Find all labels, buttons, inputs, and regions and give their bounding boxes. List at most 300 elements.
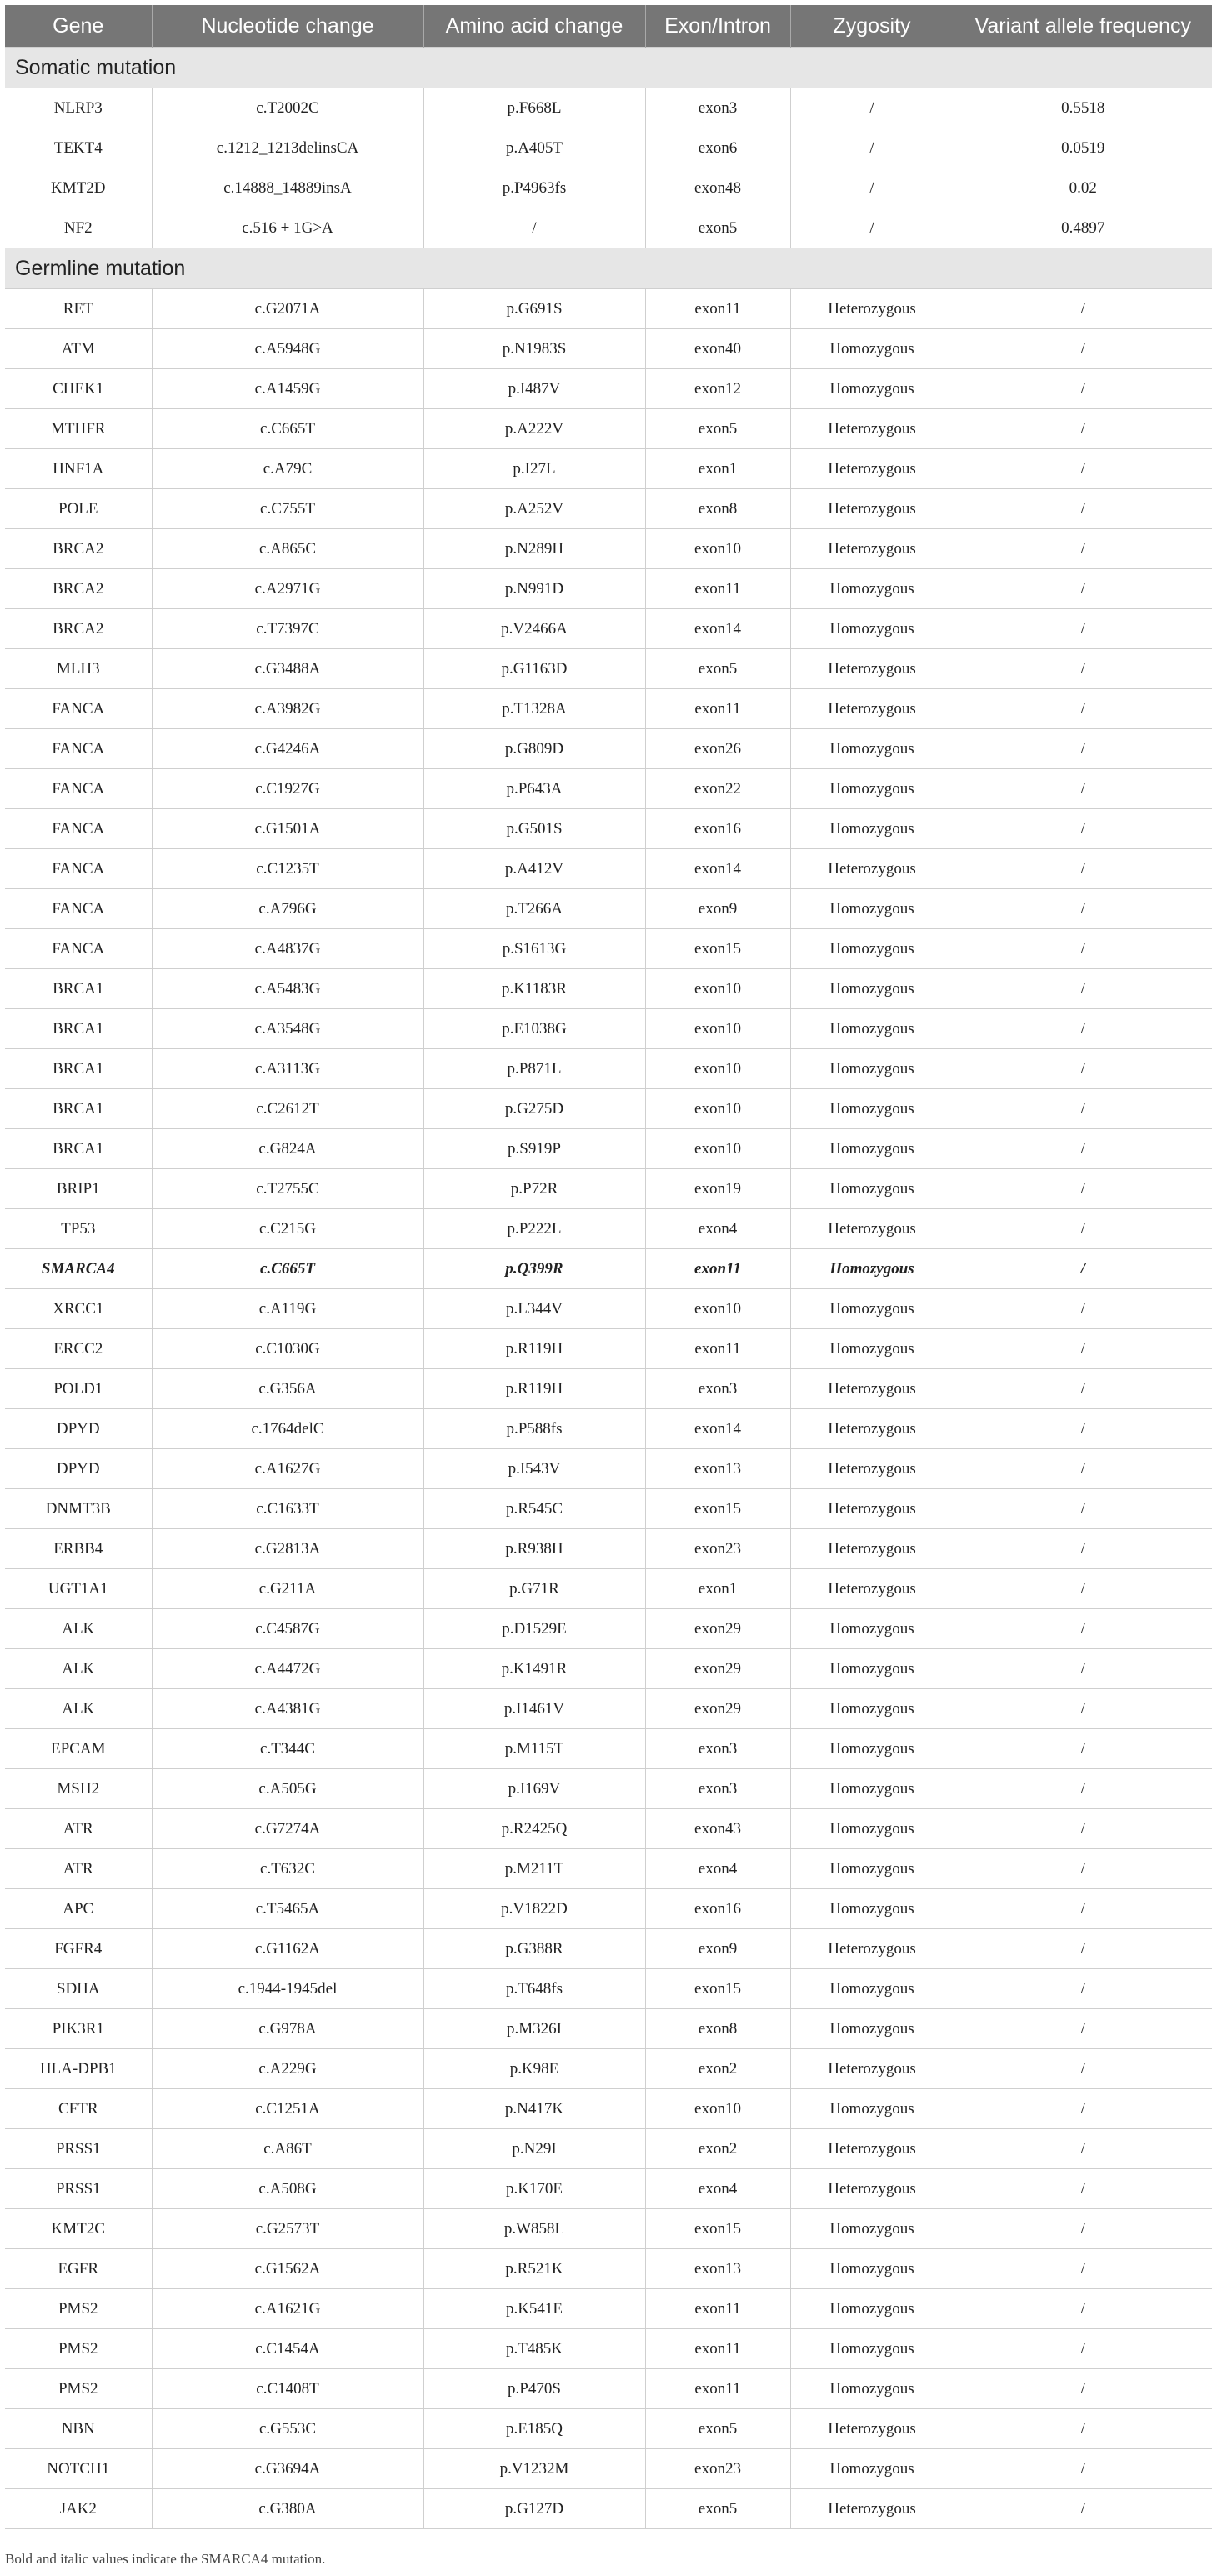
cell-gene: ERBB4	[5, 1529, 152, 1569]
cell-zygosity: Heterozygous	[790, 2169, 954, 2209]
table-row	[5, 449, 1212, 489]
cell-amino-acid-change: p.P4963fs	[423, 168, 645, 208]
cell-amino-acid-change: p.K98E	[423, 2049, 645, 2089]
cell-exon-intron: exon11	[645, 2289, 790, 2329]
cell-zygosity: Homozygous	[790, 1969, 954, 2009]
section-title: Somatic mutation	[5, 48, 1212, 88]
cell-zygosity: /	[790, 128, 954, 168]
cell-variant-allele-frequency: /	[954, 1649, 1212, 1689]
cell-exon-intron: exon3	[645, 1769, 790, 1809]
table-row	[5, 168, 1212, 208]
cell-variant-allele-frequency: /	[954, 2329, 1212, 2369]
cell-zygosity: Heterozygous	[790, 1569, 954, 1609]
cell-gene: SMARCA4	[5, 1249, 152, 1289]
cell-amino-acid-change: p.V1232M	[423, 2449, 645, 2489]
cell-zygosity: Heterozygous	[790, 1209, 954, 1249]
cell-exon-intron: exon10	[645, 1129, 790, 1169]
cell-amino-acid-change: p.E1038G	[423, 1009, 645, 1049]
cell-exon-intron: exon10	[645, 529, 790, 569]
cell-zygosity: Homozygous	[790, 1889, 954, 1929]
cell-exon-intron: exon4	[645, 1209, 790, 1249]
cell-gene: BRCA1	[5, 1049, 152, 1089]
cell-exon-intron: exon29	[645, 1609, 790, 1649]
cell-exon-intron: exon6	[645, 128, 790, 168]
cell-amino-acid-change: p.K1491R	[423, 1649, 645, 1689]
cell-zygosity: Heterozygous	[790, 1529, 954, 1569]
cell-zygosity: Homozygous	[790, 769, 954, 809]
cell-zygosity: Homozygous	[790, 2449, 954, 2489]
cell-nucleotide-change: c.T7397C	[152, 609, 423, 649]
cell-exon-intron: exon5	[645, 649, 790, 689]
table-row	[5, 1809, 1212, 1849]
header-amino-acid-change: Amino acid change	[423, 5, 645, 48]
cell-exon-intron: exon48	[645, 168, 790, 208]
cell-amino-acid-change: p.F668L	[423, 88, 645, 128]
cell-variant-allele-frequency: /	[954, 2089, 1212, 2129]
cell-nucleotide-change: c.G2071A	[152, 289, 423, 329]
cell-exon-intron: exon11	[645, 2329, 790, 2369]
cell-zygosity: Heterozygous	[790, 1489, 954, 1529]
table-row	[5, 729, 1212, 769]
cell-nucleotide-change: c.C1408T	[152, 2369, 423, 2409]
cell-amino-acid-change: p.G127D	[423, 2489, 645, 2529]
cell-exon-intron: exon1	[645, 449, 790, 489]
cell-variant-allele-frequency: /	[954, 889, 1212, 929]
cell-gene: NBN	[5, 2409, 152, 2449]
cell-variant-allele-frequency: /	[954, 1889, 1212, 1929]
cell-zygosity: Heterozygous	[790, 529, 954, 569]
cell-amino-acid-change: p.G809D	[423, 729, 645, 769]
cell-variant-allele-frequency: /	[954, 1609, 1212, 1649]
cell-exon-intron: exon12	[645, 369, 790, 409]
header-exon-intron: Exon/Intron	[645, 5, 790, 48]
cell-gene: TEKT4	[5, 128, 152, 168]
cell-variant-allele-frequency: /	[954, 1569, 1212, 1609]
cell-exon-intron: exon11	[645, 569, 790, 609]
cell-variant-allele-frequency: /	[954, 929, 1212, 969]
table-row	[5, 1329, 1212, 1369]
cell-exon-intron: exon11	[645, 1249, 790, 1289]
cell-amino-acid-change: p.R2425Q	[423, 1809, 645, 1849]
cell-nucleotide-change: c.C2612T	[152, 1089, 423, 1129]
cell-gene: FANCA	[5, 849, 152, 889]
cell-zygosity: Homozygous	[790, 1009, 954, 1049]
cell-gene: CHEK1	[5, 369, 152, 409]
cell-zygosity: Homozygous	[790, 1689, 954, 1729]
cell-gene: PRSS1	[5, 2169, 152, 2209]
table-header	[5, 5, 1212, 48]
cell-amino-acid-change: p.I27L	[423, 449, 645, 489]
cell-nucleotide-change: c.G553C	[152, 2409, 423, 2449]
cell-exon-intron: exon43	[645, 1809, 790, 1849]
cell-zygosity: Heterozygous	[790, 289, 954, 329]
cell-nucleotide-change: c.A3982G	[152, 689, 423, 729]
cell-exon-intron: exon15	[645, 1489, 790, 1529]
cell-nucleotide-change: c.A505G	[152, 1769, 423, 1809]
cell-variant-allele-frequency: /	[954, 1329, 1212, 1369]
cell-zygosity: Homozygous	[790, 2329, 954, 2369]
cell-gene: POLD1	[5, 1369, 152, 1409]
cell-gene: PMS2	[5, 2289, 152, 2329]
cell-variant-allele-frequency: /	[954, 2449, 1212, 2489]
cell-zygosity: /	[790, 208, 954, 248]
cell-zygosity: Heterozygous	[790, 449, 954, 489]
cell-variant-allele-frequency: /	[954, 1689, 1212, 1729]
cell-exon-intron: exon10	[645, 969, 790, 1009]
cell-variant-allele-frequency: /	[954, 1489, 1212, 1529]
cell-exon-intron: exon10	[645, 1009, 790, 1049]
cell-variant-allele-frequency: /	[954, 1849, 1212, 1889]
table-footnote: Bold and italic values indicate the SMARCA4 mutation.	[5, 2551, 326, 2567]
cell-gene: POLE	[5, 489, 152, 529]
cell-exon-intron: exon23	[645, 2449, 790, 2489]
cell-nucleotide-change: c.G1501A	[152, 809, 423, 849]
cell-nucleotide-change: c.G380A	[152, 2489, 423, 2529]
table-row	[5, 289, 1212, 329]
cell-exon-intron: exon8	[645, 489, 790, 529]
cell-variant-allele-frequency: /	[954, 609, 1212, 649]
cell-variant-allele-frequency: /	[954, 2409, 1212, 2449]
cell-variant-allele-frequency: 0.4897	[954, 208, 1212, 248]
cell-variant-allele-frequency: /	[954, 2169, 1212, 2209]
cell-exon-intron: exon5	[645, 409, 790, 449]
table-row	[5, 1289, 1212, 1329]
cell-exon-intron: exon5	[645, 2489, 790, 2529]
cell-amino-acid-change: p.D1529E	[423, 1609, 645, 1649]
cell-variant-allele-frequency: /	[954, 1369, 1212, 1409]
table-row	[5, 1009, 1212, 1049]
cell-amino-acid-change: p.T485K	[423, 2329, 645, 2369]
cell-nucleotide-change: c.1212_1213delinsCA	[152, 128, 423, 168]
cell-zygosity: Heterozygous	[790, 849, 954, 889]
cell-gene: PIK3R1	[5, 2009, 152, 2049]
cell-gene: TP53	[5, 1209, 152, 1249]
cell-gene: FANCA	[5, 889, 152, 929]
cell-exon-intron: exon29	[645, 1689, 790, 1729]
table-row	[5, 2289, 1212, 2329]
cell-zygosity: Homozygous	[790, 2369, 954, 2409]
cell-variant-allele-frequency: /	[954, 2209, 1212, 2249]
cell-gene: DPYD	[5, 1449, 152, 1489]
cell-exon-intron: exon5	[645, 208, 790, 248]
table-row	[5, 208, 1212, 248]
cell-amino-acid-change: p.N1983S	[423, 329, 645, 369]
cell-gene: FANCA	[5, 809, 152, 849]
cell-zygosity: /	[790, 168, 954, 208]
table-row	[5, 1169, 1212, 1209]
cell-gene: FGFR4	[5, 1929, 152, 1969]
table-row	[5, 409, 1212, 449]
cell-exon-intron: exon14	[645, 609, 790, 649]
cell-gene: XRCC1	[5, 1289, 152, 1329]
cell-variant-allele-frequency: /	[954, 329, 1212, 369]
cell-zygosity: Homozygous	[790, 1249, 954, 1289]
cell-amino-acid-change: p.K1183R	[423, 969, 645, 1009]
table-row	[5, 929, 1212, 969]
cell-nucleotide-change: c.A4381G	[152, 1689, 423, 1729]
cell-gene: BRCA2	[5, 529, 152, 569]
cell-gene: BRCA1	[5, 1009, 152, 1049]
cell-nucleotide-change: c.T2755C	[152, 1169, 423, 1209]
cell-nucleotide-change: c.A79C	[152, 449, 423, 489]
cell-variant-allele-frequency: /	[954, 1089, 1212, 1129]
cell-amino-acid-change: p.S1613G	[423, 929, 645, 969]
cell-exon-intron: exon26	[645, 729, 790, 769]
cell-zygosity: Heterozygous	[790, 1449, 954, 1489]
cell-zygosity: Homozygous	[790, 1849, 954, 1889]
table-row	[5, 1249, 1212, 1289]
table-row	[5, 2249, 1212, 2289]
cell-variant-allele-frequency: /	[954, 649, 1212, 689]
cell-variant-allele-frequency: /	[954, 1929, 1212, 1969]
cell-exon-intron: exon11	[645, 689, 790, 729]
table-row	[5, 1729, 1212, 1769]
cell-amino-acid-change: p.P643A	[423, 769, 645, 809]
cell-gene: ALK	[5, 1609, 152, 1649]
cell-variant-allele-frequency: /	[954, 2289, 1212, 2329]
cell-gene: NF2	[5, 208, 152, 248]
header-zygosity: Zygosity	[790, 5, 954, 48]
cell-variant-allele-frequency: /	[954, 1209, 1212, 1249]
cell-nucleotide-change: c.A3548G	[152, 1009, 423, 1049]
cell-nucleotide-change: c.C1235T	[152, 849, 423, 889]
table-row	[5, 88, 1212, 128]
cell-nucleotide-change: c.G4246A	[152, 729, 423, 769]
cell-zygosity: Heterozygous	[790, 409, 954, 449]
cell-exon-intron: exon9	[645, 889, 790, 929]
cell-amino-acid-change: p.G388R	[423, 1929, 645, 1969]
cell-nucleotide-change: c.C1927G	[152, 769, 423, 809]
cell-nucleotide-change: c.A4472G	[152, 1649, 423, 1689]
table-row	[5, 1049, 1212, 1089]
cell-variant-allele-frequency: /	[954, 1049, 1212, 1089]
cell-exon-intron: exon3	[645, 1369, 790, 1409]
cell-variant-allele-frequency: 0.0519	[954, 128, 1212, 168]
cell-nucleotide-change: c.G2573T	[152, 2209, 423, 2249]
cell-amino-acid-change: p.G275D	[423, 1089, 645, 1129]
cell-variant-allele-frequency: /	[954, 1729, 1212, 1769]
cell-nucleotide-change: c.A865C	[152, 529, 423, 569]
cell-zygosity: Homozygous	[790, 329, 954, 369]
cell-amino-acid-change: p.G691S	[423, 289, 645, 329]
cell-variant-allele-frequency: /	[954, 409, 1212, 449]
cell-zygosity: Homozygous	[790, 1809, 954, 1849]
table-row	[5, 1929, 1212, 1969]
cell-exon-intron: exon15	[645, 929, 790, 969]
cell-variant-allele-frequency: /	[954, 1009, 1212, 1049]
cell-variant-allele-frequency: /	[954, 969, 1212, 1009]
cell-amino-acid-change: p.N289H	[423, 529, 645, 569]
table-row	[5, 649, 1212, 689]
cell-gene: PRSS1	[5, 2129, 152, 2169]
header-nucleotide-change: Nucleotide change	[152, 5, 423, 48]
cell-nucleotide-change: c.T5465A	[152, 1889, 423, 1929]
table-row	[5, 2329, 1212, 2369]
cell-amino-acid-change: p.I169V	[423, 1769, 645, 1809]
cell-gene: NLRP3	[5, 88, 152, 128]
cell-exon-intron: exon22	[645, 769, 790, 809]
cell-nucleotide-change: c.G211A	[152, 1569, 423, 1609]
cell-variant-allele-frequency: 0.5518	[954, 88, 1212, 128]
cell-amino-acid-change: p.V2466A	[423, 609, 645, 649]
cell-gene: BRCA1	[5, 1089, 152, 1129]
cell-zygosity: Homozygous	[790, 1769, 954, 1809]
cell-exon-intron: exon10	[645, 1289, 790, 1329]
cell-exon-intron: exon3	[645, 1729, 790, 1769]
cell-exon-intron: exon2	[645, 2049, 790, 2089]
cell-zygosity: Homozygous	[790, 809, 954, 849]
cell-exon-intron: exon15	[645, 2209, 790, 2249]
cell-nucleotide-change: c.G978A	[152, 2009, 423, 2049]
cell-variant-allele-frequency: /	[954, 2129, 1212, 2169]
table-row	[5, 809, 1212, 849]
table-row	[5, 2409, 1212, 2449]
cell-exon-intron: exon19	[645, 1169, 790, 1209]
cell-gene: DNMT3B	[5, 1489, 152, 1529]
cell-amino-acid-change: p.G501S	[423, 809, 645, 849]
cell-nucleotide-change: c.516 + 1G>A	[152, 208, 423, 248]
cell-gene: ALK	[5, 1689, 152, 1729]
cell-exon-intron: exon2	[645, 2129, 790, 2169]
cell-exon-intron: exon29	[645, 1649, 790, 1689]
cell-gene: MSH2	[5, 1769, 152, 1809]
cell-amino-acid-change: p.P871L	[423, 1049, 645, 1089]
cell-amino-acid-change: p.E185Q	[423, 2409, 645, 2449]
table-row	[5, 489, 1212, 529]
table-row	[5, 969, 1212, 1009]
cell-nucleotide-change: c.G3488A	[152, 649, 423, 689]
table-row	[5, 689, 1212, 729]
cell-variant-allele-frequency: /	[954, 449, 1212, 489]
cell-exon-intron: exon13	[645, 1449, 790, 1489]
cell-gene: BRCA1	[5, 1129, 152, 1169]
cell-gene: SDHA	[5, 1969, 152, 2009]
cell-gene: UGT1A1	[5, 1569, 152, 1609]
mutation-table	[5, 5, 1212, 2529]
cell-variant-allele-frequency: /	[954, 1169, 1212, 1209]
cell-exon-intron: exon14	[645, 849, 790, 889]
cell-zygosity: Homozygous	[790, 889, 954, 929]
cell-zygosity: Homozygous	[790, 1169, 954, 1209]
cell-amino-acid-change: p.A412V	[423, 849, 645, 889]
header-variant-allele-frequency: Variant allele frequency	[954, 5, 1212, 48]
cell-variant-allele-frequency: /	[954, 849, 1212, 889]
header-row	[5, 5, 1212, 48]
cell-amino-acid-change: p.T648fs	[423, 1969, 645, 2009]
cell-zygosity: Heterozygous	[790, 2409, 954, 2449]
cell-nucleotide-change: c.G3694A	[152, 2449, 423, 2489]
cell-zygosity: Homozygous	[790, 2249, 954, 2289]
cell-zygosity: Homozygous	[790, 569, 954, 609]
cell-amino-acid-change: p.K170E	[423, 2169, 645, 2209]
cell-gene: NOTCH1	[5, 2449, 152, 2489]
cell-exon-intron: exon14	[645, 1409, 790, 1449]
cell-nucleotide-change: c.A3113G	[152, 1049, 423, 1089]
table-row	[5, 2209, 1212, 2249]
cell-gene: EPCAM	[5, 1729, 152, 1769]
cell-gene: KMT2D	[5, 168, 152, 208]
cell-nucleotide-change: c.A1621G	[152, 2289, 423, 2329]
cell-nucleotide-change: c.A5948G	[152, 329, 423, 369]
cell-amino-acid-change: p.N29I	[423, 2129, 645, 2169]
cell-variant-allele-frequency: /	[954, 489, 1212, 529]
cell-variant-allele-frequency: /	[954, 569, 1212, 609]
cell-variant-allele-frequency: /	[954, 1449, 1212, 1489]
cell-amino-acid-change: /	[423, 208, 645, 248]
table-body	[5, 48, 1212, 2529]
cell-amino-acid-change: p.I543V	[423, 1449, 645, 1489]
cell-variant-allele-frequency: /	[954, 2049, 1212, 2089]
cell-amino-acid-change: p.Q399R	[423, 1249, 645, 1289]
cell-nucleotide-change: c.G1562A	[152, 2249, 423, 2289]
table-row	[5, 2449, 1212, 2489]
cell-amino-acid-change: p.K541E	[423, 2289, 645, 2329]
cell-gene: CFTR	[5, 2089, 152, 2129]
cell-amino-acid-change: p.I487V	[423, 369, 645, 409]
cell-zygosity: Homozygous	[790, 969, 954, 1009]
cell-zygosity: Heterozygous	[790, 1409, 954, 1449]
section-header-row	[5, 48, 1212, 88]
table-row	[5, 1569, 1212, 1609]
cell-nucleotide-change: c.G2813A	[152, 1529, 423, 1569]
table-row	[5, 849, 1212, 889]
table-row	[5, 1849, 1212, 1889]
cell-amino-acid-change: p.G71R	[423, 1569, 645, 1609]
cell-exon-intron: exon10	[645, 2089, 790, 2129]
cell-exon-intron: exon10	[645, 1089, 790, 1129]
cell-nucleotide-change: c.C755T	[152, 489, 423, 529]
table-row	[5, 1209, 1212, 1249]
cell-exon-intron: exon16	[645, 809, 790, 849]
cell-exon-intron: exon13	[645, 2249, 790, 2289]
cell-nucleotide-change: c.C4587G	[152, 1609, 423, 1649]
cell-amino-acid-change: p.S919P	[423, 1129, 645, 1169]
cell-exon-intron: exon11	[645, 2369, 790, 2409]
cell-variant-allele-frequency: /	[954, 1809, 1212, 1849]
cell-variant-allele-frequency: /	[954, 1769, 1212, 1809]
cell-zygosity: Homozygous	[790, 609, 954, 649]
cell-exon-intron: exon15	[645, 1969, 790, 2009]
section-header-row	[5, 248, 1212, 289]
cell-zygosity: Homozygous	[790, 1089, 954, 1129]
cell-gene: BRCA1	[5, 969, 152, 1009]
cell-nucleotide-change: c.A229G	[152, 2049, 423, 2089]
cell-nucleotide-change: c.A508G	[152, 2169, 423, 2209]
cell-amino-acid-change: p.A252V	[423, 489, 645, 529]
cell-gene: MLH3	[5, 649, 152, 689]
cell-zygosity: Homozygous	[790, 369, 954, 409]
cell-zygosity: Homozygous	[790, 1329, 954, 1369]
cell-gene: ERCC2	[5, 1329, 152, 1369]
cell-nucleotide-change: c.A796G	[152, 889, 423, 929]
cell-variant-allele-frequency: /	[954, 809, 1212, 849]
cell-variant-allele-frequency: /	[954, 2249, 1212, 2289]
cell-variant-allele-frequency: /	[954, 529, 1212, 569]
cell-amino-acid-change: p.T1328A	[423, 689, 645, 729]
cell-nucleotide-change: c.C1030G	[152, 1329, 423, 1369]
cell-exon-intron: exon9	[645, 1929, 790, 1969]
cell-zygosity: Homozygous	[790, 1649, 954, 1689]
cell-exon-intron: exon4	[645, 2169, 790, 2209]
cell-amino-acid-change: p.M115T	[423, 1729, 645, 1769]
cell-exon-intron: exon8	[645, 2009, 790, 2049]
table-row	[5, 1489, 1212, 1529]
cell-variant-allele-frequency: /	[954, 2369, 1212, 2409]
table-row	[5, 2489, 1212, 2529]
cell-zygosity: Homozygous	[790, 2289, 954, 2329]
table-row	[5, 2129, 1212, 2169]
cell-exon-intron: exon5	[645, 2409, 790, 2449]
